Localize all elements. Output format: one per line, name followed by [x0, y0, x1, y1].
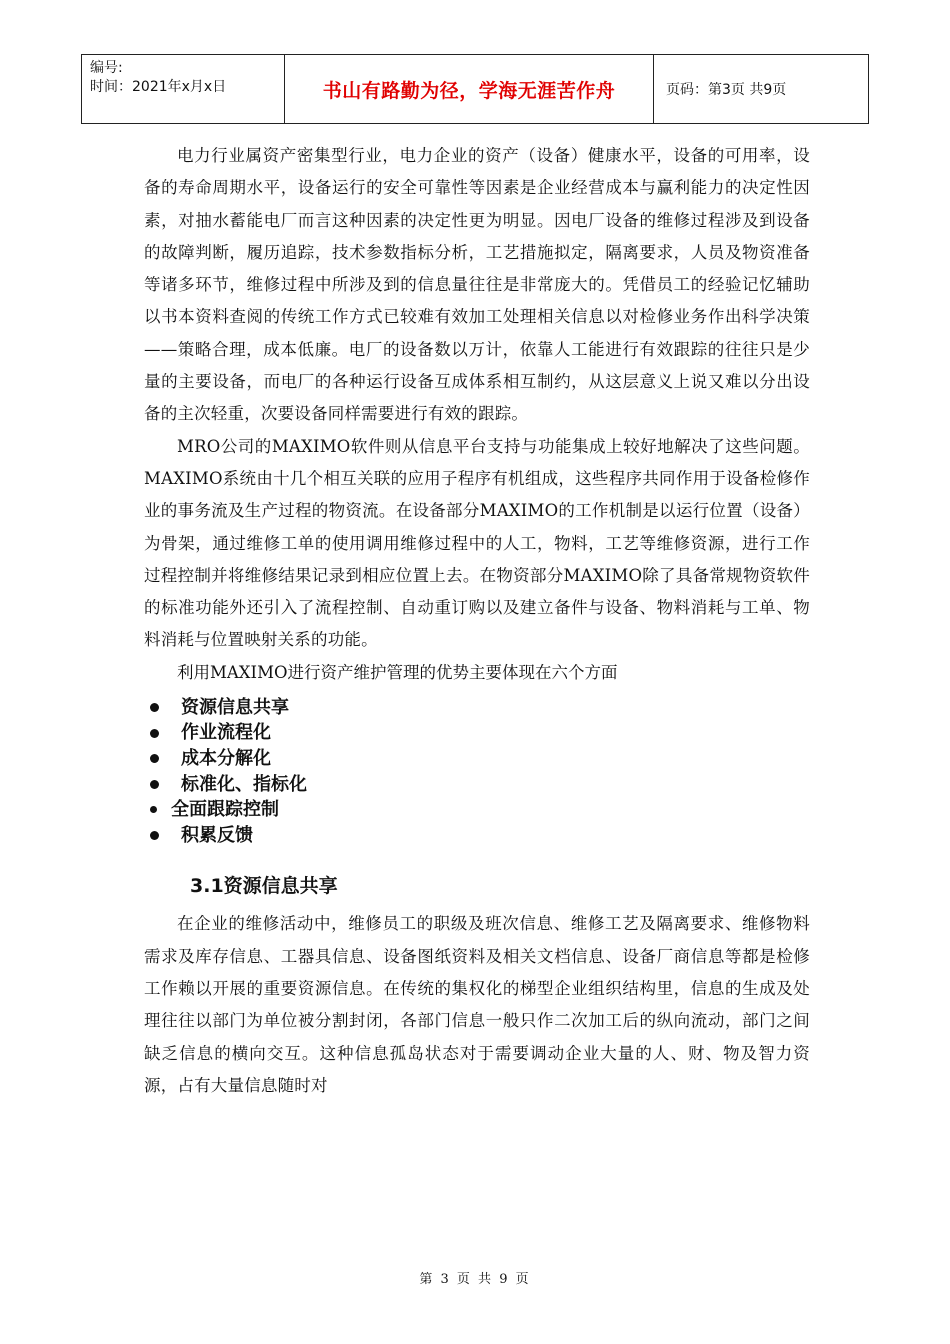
list-item-label: 标准化、指标化: [181, 773, 307, 795]
list-item: [144, 695, 810, 721]
advantages-list: [144, 695, 810, 849]
section-paragraph: 在企业的维修活动中，维修员工的职级及班次信息、维修工艺及隔离要求、维修物料需求及库存信息、工器具信息、设备图纸资料及相关文档信息、设备厂商信息等都是检修工作赖以开展的重要资源信息。在传统的集权化的梯型企业组织结构里，信息的生成及处理往往以部门为单位被分割封闭，各部门信息一般只作二次加工后的纵向流动，部门之间缺乏信息的横向交互。这种信息孤岛状态对于需要调动企业大量的人、财、物及智力资源，占有大量信息随时对: [144, 914, 810, 1095]
list-item: [144, 772, 810, 798]
document-time-label: 时间：2021年x月x日: [90, 79, 227, 95]
bullet-icon: [150, 754, 159, 763]
list-item: [144, 720, 810, 746]
list-item-label: 全面跟踪控制: [171, 799, 279, 821]
bullet-icon: [150, 729, 159, 738]
bullet-icon: [150, 806, 157, 813]
page-footer: 第 3 页 共 9 页: [419, 1272, 531, 1287]
bullet-icon: [150, 780, 159, 789]
bullet-icon: [150, 703, 159, 712]
paragraph-1: 电力行业属资产密集型行业，电力企业的资产（设备）健康水平，设备的可用率，设备的寿命周期水平，设备运行的安全可靠性等因素是企业经营成本与赢利能力的决定性因素，对抽水蓄能电厂而言这种因素的决定性更为明显。因电厂设备的维修过程涉及到设备的故障判断，履历追踪，技术参数指标分析，工艺措施拟定，隔离要求，人员及物资准备等诸多环节，维修过程中所涉及到的信息量往往是非常庞大的。凭借员工的经验记忆辅助以书本资料查阅的传统工作方式已较难有效加工处理相关信息以对检修业务作出科学决策——策略合理，成本低廉。电厂的设备数以万计，依靠人工能进行有效跟踪的往往只是少量的主要设备，而电厂的各种运行设备互成体系相互制约，从这层意义上说又难以分出设备的主次轻重，次要设备同样需要进行有效的跟踪。: [144, 146, 810, 424]
list-item-label: 积累反馈: [181, 824, 253, 846]
list-item: [144, 823, 810, 849]
list-item-label: 成本分解化: [181, 747, 271, 769]
bullet-icon: [150, 831, 159, 840]
header-table: [81, 54, 869, 124]
advantages-intro: 利用MAXIMO进行资产维护管理的优势主要体现在六个方面: [177, 662, 618, 682]
header-meta-cell: [82, 55, 285, 123]
list-item-label: 资源信息共享: [181, 696, 289, 718]
document-body: [144, 140, 810, 1102]
section-title: 3.1资源信息共享: [190, 875, 338, 898]
list-item: [144, 797, 810, 823]
header-slogan: 书山有路勤为径，学海无涯苦作舟: [285, 55, 654, 123]
list-item: [144, 746, 810, 772]
paragraph-2: MRO公司的MAXIMO软件则从信息平台支持与功能集成上较好地解决了这些问题。MAXIMO系统由十几个相互关联的应用子程序有机组成，这些程序共同作用于设备检修作业的事务流及生产过程的物资流。在设备部分MAXIMO的工作机制是以运行位置（设备）为骨架，通过维修工单的使用调用维修过程中的人工，物料，工艺等维修资源，进行工作过程控制并将维修结果记录到相应位置上去。在物资部分MAXIMO除了具备常规物资软件的标准功能外还引入了流程控制、自动重订购以及建立备件与设备、物料消耗与工单、物料消耗与位置映射关系的功能。: [144, 436, 810, 650]
list-item-label: 作业流程化: [181, 722, 271, 744]
header-page-info: 页码：第3页 共9页: [666, 82, 787, 98]
document-number-label: 编号:: [90, 60, 123, 76]
